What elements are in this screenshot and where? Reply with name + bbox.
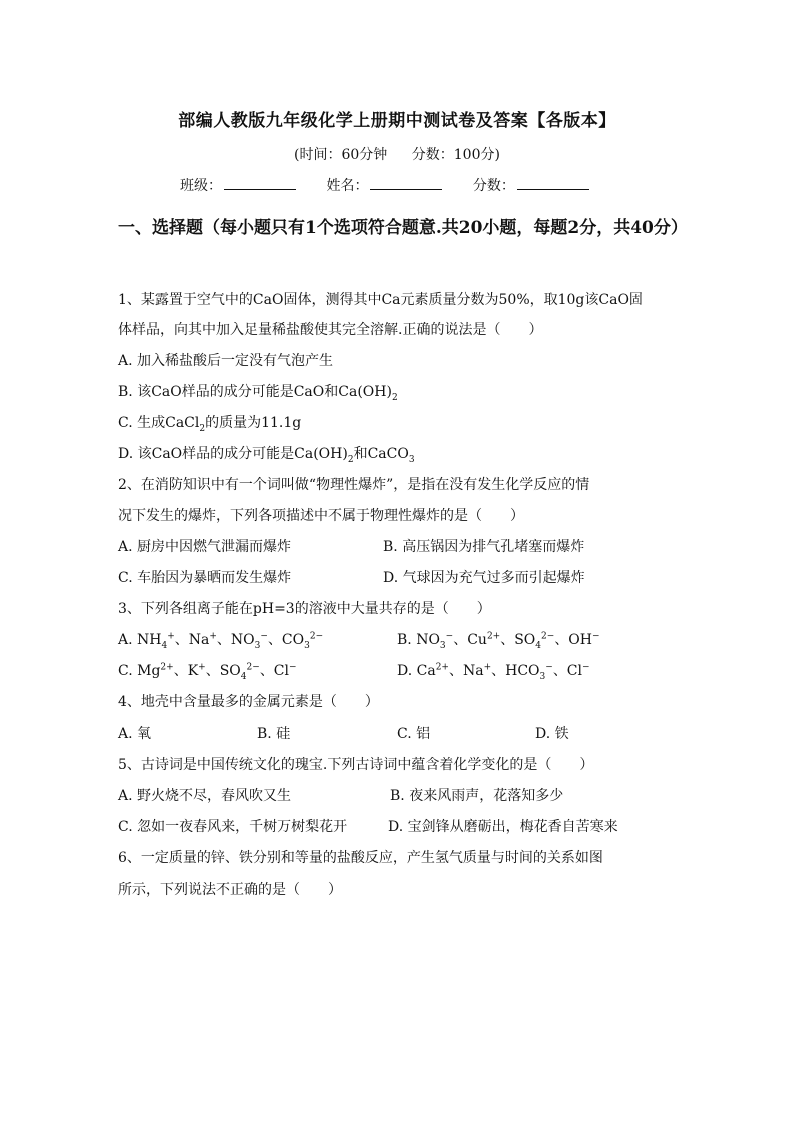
class-blank xyxy=(224,175,296,190)
q5-option-d: D. 宝剑锋从磨砺出，梅花香自苦寒来 xyxy=(388,819,618,835)
q1-option-b: B. 该CaO样品的成分可能是CaO和$Ca(OH)_2$ xyxy=(118,384,398,403)
q2-option-c: C. 车胎因为暴晒而发生爆炸 xyxy=(118,570,292,586)
class-field xyxy=(180,175,296,195)
q6-stem-line1: 6、一定质量的锌、铁分别和等量的盐酸反应，产生氢气质量与时间的关系如图 xyxy=(118,850,603,866)
exam-meta xyxy=(0,144,794,164)
score-label: 分数： xyxy=(472,178,515,194)
q2-option-a: A. 厨房中因燃气泄漏而爆炸 xyxy=(118,539,292,555)
exam-time: (时间：60分钟 xyxy=(294,147,388,163)
name-blank xyxy=(370,175,442,190)
q3-option-d: D. $Ca^{2+}$、Na+、$HCO_3^-$、Cl− xyxy=(397,662,590,682)
q5-option-a: A. 野火烧不尽，春风吹又生 xyxy=(118,788,292,804)
exam-score: 分数：100分) xyxy=(411,147,500,163)
q3-option-c: C. $Mg^{2+}$、K+、$SO_4^{2-}$、Cl− xyxy=(118,662,297,682)
class-label: 班级： xyxy=(180,178,222,194)
name-label: 姓名： xyxy=(326,178,369,194)
q1-option-d: D. 该CaO样品的成分可能是$Ca(OH)_2$和CaCO$_3$ xyxy=(118,446,415,465)
q5-option-c: C. 忽如一夜春风来，千树万树梨花开 xyxy=(118,819,348,835)
q5-stem: 5、古诗词是中国传统文化的瑰宝.下列古诗词中蕴含着化学变化的是（ ） xyxy=(118,757,594,773)
q2-stem-line1: 2、在消防知识中有一个词叫做“物理性爆炸”，是指在没有发生化学反应的情 xyxy=(118,477,590,493)
q3-stem: 3、下列各组离子能在pH=3的溶液中大量共存的是（ ） xyxy=(118,601,491,617)
page-title: 部编人教版九年级化学上册期中测试卷及答案【各版本】 xyxy=(178,111,616,131)
q2-stem-line2: 况下发生的爆炸，下列各项描述中不属于物理性爆炸的是（ ） xyxy=(118,508,524,524)
section-heading: 一、选择题（每小题只有1个选项符合题意.共20小题，每题2分，共40分） xyxy=(118,218,688,238)
q5-option-b: B. 夜来风雨声，花落知多少 xyxy=(390,788,564,804)
q4-option-c: C. 铝 xyxy=(397,726,431,742)
student-info xyxy=(180,175,615,195)
q4-stem: 4、地壳中含量最多的金属元素是（ ） xyxy=(118,694,379,710)
q6-stem-line2: 所示，下列说法不正确的是（ ） xyxy=(118,882,342,898)
q1-option-c: C. 生成CaCl$_2$的质量为11.1g xyxy=(118,415,302,434)
score-blank xyxy=(517,175,589,190)
q4-option-d: D. 铁 xyxy=(535,726,569,742)
q1-option-a: A. 加入稀盐酸后一定没有气泡产生 xyxy=(118,353,334,369)
name-field xyxy=(326,175,442,195)
q2-option-d: D. 气球因为充气过多而引起爆炸 xyxy=(383,570,585,586)
score-field xyxy=(473,175,589,195)
q4-option-a: A. 氧 xyxy=(118,726,152,742)
q3-option-a: A. $NH_4^+$、Na+、$NO_3^-$、$CO_3^{2-}$ xyxy=(118,631,324,651)
q1-stem-line1: 1、某露置于空气中的CaO固体，测得其中Ca元素质量分数为50%，取10g该CaO固 xyxy=(118,292,643,308)
q3-option-b: B. $NO_3^-$、$Cu^{2+}$、$SO_4^{2-}$、OH− xyxy=(397,631,600,651)
q4-option-b: B. 硅 xyxy=(257,726,291,742)
q2-option-b: B. 高压锅因为排气孔堵塞而爆炸 xyxy=(383,539,585,555)
q1-stem-line2: 体样品，向其中加入足量稀盐酸使其完全溶解.正确的说法是（ ） xyxy=(118,322,543,338)
